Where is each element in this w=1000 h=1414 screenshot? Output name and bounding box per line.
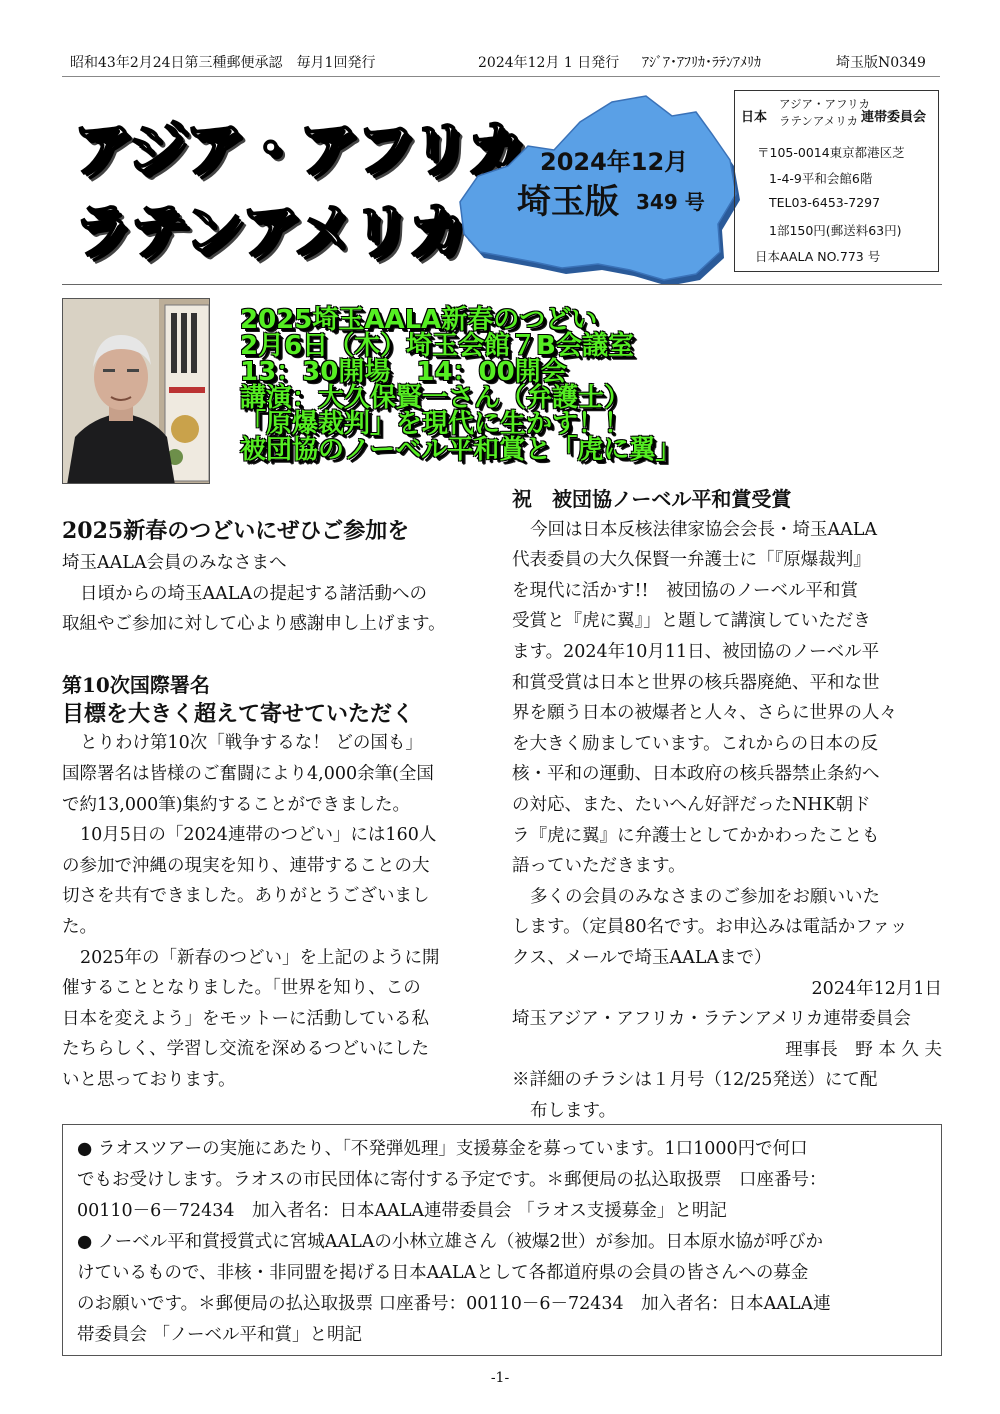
right-p1-line: の対応、また、たいへん好評だったNHK朝ド: [512, 794, 871, 815]
left-p4-line: たちらしく、学習し交流を深めるつどいにした: [62, 1039, 429, 1060]
edition-number: 埼玉版N0349: [836, 55, 926, 71]
publisher-price: 1部150円(郵送料63円): [769, 223, 902, 238]
left-p3-line: 10月5日の「2024連帯のつどい」には160人: [80, 825, 437, 846]
headline-line-2: 2月6日（木）埼玉会館７B会議室: [240, 331, 634, 361]
right-p1-line: ラ『虎に翼』に弁護士としてかかわったことも: [512, 825, 880, 846]
notice-line: ● ラオスツアーの実施にあたり、「不発弾処理」支援募金を募っています。1口1000円で何口: [77, 1139, 808, 1159]
notice-line: ● ノーベル平和賞授賞式に宮城AALAの小林立雄さん（被爆2世）が参加。日本原水協が呼びか: [77, 1232, 823, 1252]
event-headline: [240, 307, 940, 463]
notice-line: けているもので、非核・非同盟を掲げる日本AALAとして各都道府県の会員の皆さんへの募金: [77, 1263, 809, 1283]
left-p2-line: とりわけ第10次「戦争するな！ どの国も」: [80, 733, 423, 754]
publisher-box: [734, 90, 939, 272]
left-p2-line: 国際署名は皆様のご奮闘により4,000余筆(全国: [62, 763, 434, 784]
masthead: [62, 88, 942, 278]
national-issue-number: 日本AALA NO.773 号: [755, 249, 881, 264]
left-p3-line: の参加で沖縄の現実を知り、連帯することの大: [62, 855, 430, 876]
headline-line-3: 13：30開場 14：00開会: [240, 357, 567, 387]
right-p1-line: 和賞受賞は日本と世界の核兵器廃絶、平和な世: [512, 672, 880, 693]
right-article: [512, 484, 942, 1126]
issue-info-line: [70, 52, 940, 74]
masthead-edition: 埼玉版: [517, 182, 619, 222]
notice-line: でもお受けします。ラオスの市民団体に寄付する予定です。＊郵便局の払込取扱票 口座番号：: [77, 1170, 827, 1190]
publisher-country: 日本: [741, 110, 768, 125]
headline-line-6: 被団協のノーベル平和賞と「虎に翼」: [240, 435, 682, 465]
notice-line: のお願いです。＊郵便局の払込取扱票 口座番号：00110－6－72434 加入者名：日本AALA連: [77, 1294, 831, 1314]
masthead-issue-month: 2024年12月: [540, 148, 689, 176]
right-p1-line: 今回は日本反核法律家協会会長・埼玉AALA: [530, 519, 878, 540]
masthead-divider: [62, 284, 942, 285]
headline-line-1: 2025埼玉AALA新春のつどい: [240, 305, 598, 335]
publisher-region-1: アジア・アフリカ: [779, 97, 870, 111]
left-p2-line: で約13,000筆)集約することができました。: [62, 794, 411, 815]
left-p3-line: た。: [62, 916, 97, 937]
publisher-region-2: ラテンアメリカ: [779, 114, 859, 128]
publisher-suffix: 連帯委員会: [861, 110, 927, 125]
right-p1-line: 語っていただきます。: [512, 856, 686, 877]
left-p4-line: いと思っております。: [62, 1069, 236, 1090]
publisher-address-2: 1-4-9平和会館6階: [769, 171, 873, 186]
right-p1-line: 界を願う日本の被爆者と人々、さらに世界の人々: [512, 703, 897, 724]
left-p3-line: 切さを共有できました。ありがとうございまし: [62, 886, 430, 907]
right-p1-line: 代表委員の大久保賢一弁護士に「『原爆裁判』: [512, 550, 871, 571]
donation-notice-box: [62, 1124, 942, 1356]
flyer-note: ※詳細のチラシは１月号（12/25発送）にて配: [512, 1070, 878, 1091]
left-p1-line: 日頃からの埼玉AALAの提起する諸活動への: [80, 583, 428, 604]
right-p1-line: 核・平和の運動、日本政府の核兵器禁止条約へ: [512, 764, 880, 785]
left-article: [62, 514, 502, 1096]
left-article-title: 2025新春のつどいにぜひご参加を: [62, 518, 410, 544]
publisher-address-1: 〒105-0014東京都港区芝: [757, 145, 905, 160]
headline-line-4: 講演：大久保賢一さん（弁護士）: [240, 383, 631, 413]
speaker-photo: [62, 298, 210, 484]
letter-signer: 理事長 野 本 久 夫: [785, 1039, 942, 1060]
right-p2-line: クス、メールで埼玉AALAまで）: [512, 947, 772, 968]
notice-line: 帯委員会 「ノーベル平和賞」と明記: [77, 1325, 363, 1345]
right-p2-line: 多くの会員のみなさまのご参加をお願いいた: [530, 886, 880, 907]
flyer-note-cont: 布します。: [530, 1100, 617, 1121]
letter-date: 2024年12月1日: [811, 978, 942, 999]
right-p2-line: します。（定員80名です。お申込みは電話かファッ: [512, 917, 908, 938]
postal-approval: 昭和43年2月24日第三種郵便承認 毎月1回発行: [70, 55, 376, 71]
masthead-title-line1: アジア・アフリカ: [72, 115, 523, 185]
notice-line: 00110－6－72434 加入者名：日本AALA連帯委員会 「ラオス支援募金」と明記: [77, 1201, 727, 1221]
right-p1-line: ます。2024年10月11日、被団協のノーベル平: [512, 641, 880, 662]
right-p1-line: を現代に活かす!! 被団協のノーベル平和賞: [512, 580, 859, 601]
series-name: ｱｼﾞｱ･ｱﾌﾘｶ･ﾗﾃﾝｱﾒﾘｶ: [642, 55, 761, 71]
greeting: 埼玉AALA会員のみなさまへ: [62, 553, 287, 573]
top-divider: [62, 76, 940, 77]
left-p4-line: 2025年の「新春のつどい」を上記のように開: [80, 947, 440, 968]
left-p4-line: 日本を変えよう」をモットーに活動している私: [62, 1008, 429, 1029]
right-p1-line: を大きく励ましています。これからの日本の反: [512, 733, 879, 754]
subhead-1: 第10次国際署名: [62, 672, 210, 697]
right-article-title: 祝 被団協ノーベル平和賞受賞: [512, 487, 792, 511]
left-p1-line: 取組やご参加に対して心より感謝申し上げます。: [62, 614, 446, 635]
right-p1-line: 受賞と『虎に翼』」と題して講演していただき: [512, 611, 871, 632]
publisher-tel: TEL03-6453-7297: [769, 195, 881, 210]
issue-date: 2024年12月 1 日発行: [478, 55, 620, 71]
headline-line-5: 「原爆裁判」を現代に生かす！！: [240, 409, 631, 439]
masthead-title-line2: ラテンアメリカ: [72, 197, 464, 267]
subhead-2: 目標を大きく超えて寄せていただく: [62, 701, 415, 728]
page-number: -1-: [490, 1370, 510, 1386]
letter-organization: 埼玉アジア・アフリカ・ラテンアメリカ連帯委員会: [512, 1009, 911, 1030]
left-p4-line: 催することとなりました。「世界を知り、この: [62, 978, 421, 999]
masthead-issue-number: 349 号: [636, 190, 705, 214]
